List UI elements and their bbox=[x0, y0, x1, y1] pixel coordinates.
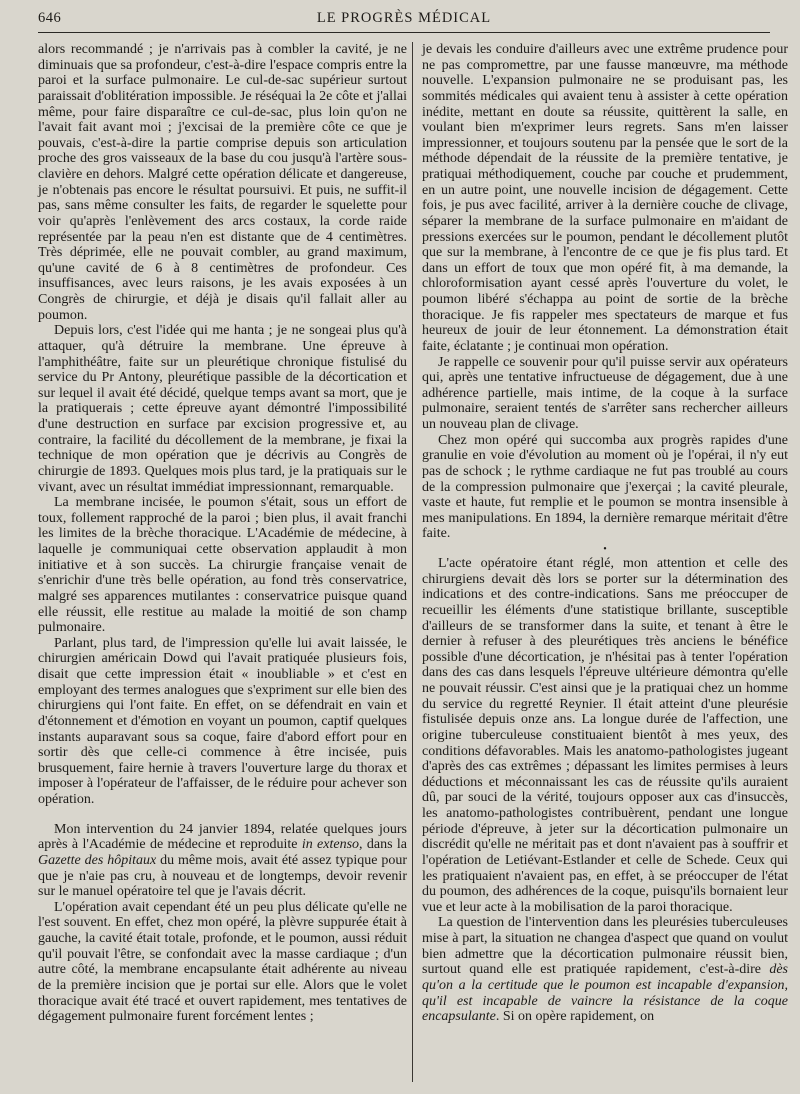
paragraph: L'opération avait cependant été un peu plus délicate qu'elle ne l'est souvent. En effet, chez mon opéré, la plèvre suppurée était à gauche, la cavité était totale, profonde, et le poumon, aussi réduit qu'il pouvait l'être, se confondait avec la masse cardiaque ; d'un autre côté, la membrane encapsulante était adhérente au niveau de la première incision que je portai sur elle. Alors que le volet thoracique avait été tracé et ouvert rapidement, mes tentatives de dégagement pulmonaire furent forcément lentes ; bbox=[38, 899, 407, 1025]
paragraph: Chez mon opéré qui succomba aux progrès rapides d'une granulie en voie d'évolution au moment où je l'opérai, il n'y eut pas de schock ; le rythme cardiaque ne fut pas troublé au cours de la compression pulmonaire que j'exerçai ; la cavité pleurale, vaste et haute, fut remplie et le poumon se montra insensible à mes manipulations. En 1894, la dernière remarque méritait d'être faite. bbox=[422, 432, 788, 542]
page-number: 646 bbox=[38, 10, 62, 26]
paragraph: La membrane incisée, le poumon s'était, sous un effort de toux, follement rapproché de la paroi ; bien plus, il avait franchi les limites de la brèche thoracique. L'Académie de médecine, à laquelle je communiquai cette observation applaudit à mon initiative et à son succès. La chirurgie française venait de s'enrichir d'une très belle opération, au fond très conservatrice, malgré ses apparences mutilantes : conservatrice puisque quand elle réussit, elle restitue au malade la moitié de son champ pulmonaire. bbox=[38, 495, 407, 636]
text-run: . Si on opère rapidement, on bbox=[495, 1009, 655, 1025]
section-separator: • bbox=[603, 544, 607, 555]
paragraph: je devais les conduire d'ailleurs avec une extrême prudence pour ne pas compromettre, par une fausse manœuvre, ma méthode nouvelle. L'expansion pulmonaire ne se produisant pas, les sommités médicales qui avaient tenu à assister à cette opération inédite, mettant en doute sa réussite, quittèrent la salle, en voulant bien m'exprimer leurs regrets. Sans m'en laisser impressionner, et toujours soutenu par la pensée que le sort de la méthode dépendait de la réussite de la première tentative, je pratiquai méthodiquement, couche par couche et prudemment, en un autre point, une nouvelle incision de dégagement. Cette fois, je pus avec facilité, arriver à la dernière couche de clivage, séparer la membrane de la surface pulmonaire en m'aidant de pressions exercées sur le poumon, pendant le décollement plutôt que sur la membrane, à l'encontre de ce que je fis plus tard. Et dans un effort de toux que mon opéré fit, à ma demande, la chloroformisation ayant cessé après l'ouverture du volet, le poumon libéré s'échappa au point de sortie de la brèche thoracique. Je fis rappeler mes spectateurs de marque et fus heureux de jouir de leur étonnement. La démonstration était faite, éclatante ; je continuai mon opération. bbox=[422, 42, 788, 354]
header-rule bbox=[38, 32, 770, 33]
page-header bbox=[38, 8, 770, 28]
text-run: Mon intervention du 24 janvier 1894, relatée quelques jours après à l'Académie de médecine et reproduite bbox=[38, 821, 407, 853]
paragraph: Je rappelle ce souvenir pour qu'il puisse servir aux opérateurs qui, après une tentative infructueuse de dégagement, due à une adhérence partielle, mais intime, de la coque à la surface pulmonaire, seraient tentés de s'arrêter sans rechercher ailleurs un nouveau plan de clivage. bbox=[422, 354, 788, 432]
paragraph: Parlant, plus tard, de l'impression qu'elle lui avait laissée, le chirurgien américain Dowd qui l'avait pratiquée plusieurs fois, disait que cette impression était « inoubliable » et c'est en employant des termes analogues que s'expriment sur elle bien des chirurgiens qui l'ont faite. En effet, on se défendrait en vain et d'étonnement et d'émotion en voyant un poumon, captif quelques instants auparavant sous sa coque, faire d'abord effort pour en sortir dès que celle-ci commence à être incisée, puis brusquement, faire hernie à travers l'ouverture large du thorax et imposer à l'opérateur de l'affaisser, de le réduire pour achever son opération. bbox=[38, 635, 407, 807]
paragraph bbox=[422, 915, 788, 1024]
column-divider bbox=[412, 42, 413, 1082]
running-head: LE PROGRÈS MÉDICAL bbox=[316, 10, 492, 26]
italic-run: dès qu'on a la certitude que le poumon est incapable d'expansion, qu'il est incapable de vaincre la résistance de la coque encapsulante bbox=[422, 962, 788, 1025]
right-column bbox=[422, 42, 788, 1025]
text-run: , dans la bbox=[359, 837, 407, 853]
paragraph: Depuis lors, c'est l'idée qui me hanta ; je ne songeai plus qu'à attaquer, qu'à détruire la membrane. Une épreuve à l'amphithéâtre, faite sur un pleurétique chronique fistulisé du service du Pr Antony, pleurétique passible de la décortication et sur lequel il avait été décidé, quelque temps avant sa mort, que je la pratiquerais ; cette épreuve ayant démontré l'impossibilité d'une destruction en surface par excision progressive et, au contraire, la facilité du décollement de la membrane, je fixai la technique de mon opération que je décrivis au Congrès de chirurgie de 1893. Quelques mois plus tard, je la pratiquais sur le vivant, avec un résultat immédiat impressionnant, remarquable. bbox=[38, 323, 407, 495]
left-column bbox=[38, 42, 407, 1025]
paragraph: alors recommandé ; je n'arrivais pas à combler la cavité, je ne diminuais que sa profondeur, c'est-à-dire l'espace compris entre la paroi et la surface pulmonaire. Le cul-de-sac supérieur surtout paraissait d'oblitération impossible. Je réséquai la 2e côte et j'allai même, pour faire disparaître ce cul-de-sac, plus loin qu'on ne l'avait fait avant moi ; j'excisai de la première côte ce que je pouvais, c'est-à-dire la partie comprise depuis son articulation proche des gros vaisseaux de la base du cou jusqu'à l'artère sous-clavière en dehors. Malgré cette opération délicate et dangereuse, je n'obtenais pas encore le résultat poursuivi. Et puis, ne suffit-il pas, sans même consulter les faits, de regarder le squelette pour voir qu'après l'enlèvement des arcs costaux, la corde raide représentée par la peau n'en est distante que de 4 centimètres. Très déprimée, elle ne pouvait combler, au grand maximum, qu'une cavité de 6 à 8 centimètres de profondeur. Ces insuffisances, avec leurs raisons, je les avais exposées à un Congrès de chirurgie, et déjà je disais qu'il fallait aller au poumon. bbox=[38, 42, 407, 323]
paragraph: L'acte opératoire étant réglé, mon attention et celle des chirurgiens devait dès lors se porter sur la détermination des indications et des contre-indications. Sans me préoccuper de recueillir les éléments d'une statistique brillante, susceptible d'ailleurs de se transformer dans la suite, et tenant à être le dernier à refuser à des pleurétiques très anciens le bénéfice possible d'une décortication, je n'hésitai pas à tenter l'opération dans des cas dans lesquels l'épreuve ultérieure démontra qu'elle ne pouvait réussir. C'est ainsi que je la pratiquai chez un homme du service du regretté Reynier. Il était atteint d'une pleurésie fistulisée depuis onze ans. La longue durée de l'affection, une origine tuberculeuse constituaient bientôt à mes yeux, des conditions défavorables. Mais les anatomo-pathologistes jugeant d'après des cas extrêmes ; dépassant les limites permises à leurs déductions et méconnaissant les cas de réussite qu'ils auraient dû, par souci de la vérité, toujours opposer aux cas d'insuccès, les anatomo-pathologistes contribuèrent, pendant une longue période d'épreuve, à jeter sur la décortication pulmonaire un discrédit qu'elle ne méritait pas et dont n'avaient pas à souffrir et l'opération de Letiévant-Estlander et celle de Schede. Ceux qui les pratiquaient n'avaient pas, en effet, à se préoccuper de l'état du poumon, des adhérences de la coque, puisqu'ils bornaient leur vue et leur acte à la mobilisation de la paroi thoracique. bbox=[422, 556, 788, 915]
italic-run: in extenso bbox=[301, 837, 360, 853]
text-run: La question de l'intervention dans les pleurésies tuberculeuses mise à part, la situation ne changea d'aspect que quand on voulut bien admettre que la décortication pulmonaire réussit bien, surtout quand elle est pratiquée rapidement, c'est-à-dire bbox=[422, 915, 788, 978]
text-run: du même mois, avait été assez typique pour que je n'aie pas cru, à nouveau et de longtemps, devoir revenir sur le manuel opératoire tel que je l'avais décrit. bbox=[38, 852, 408, 900]
italic-run: Gazette des hôpitaux bbox=[38, 852, 157, 868]
paragraph bbox=[38, 822, 407, 900]
